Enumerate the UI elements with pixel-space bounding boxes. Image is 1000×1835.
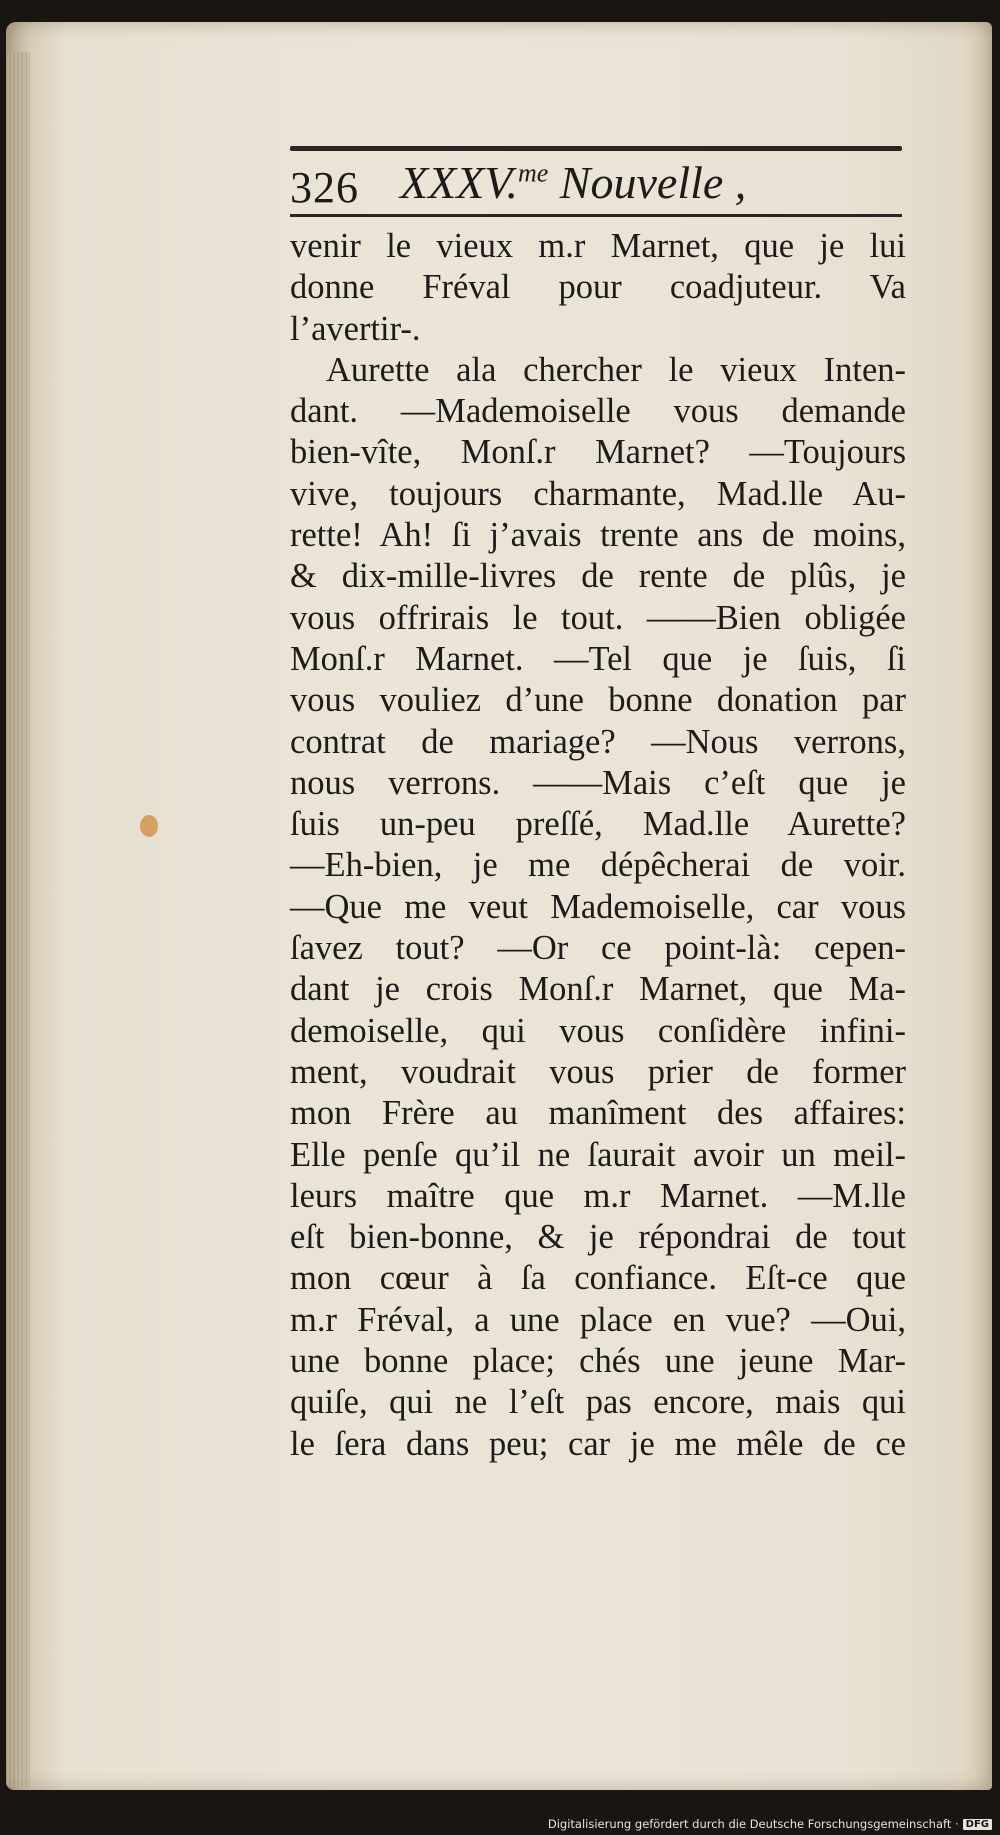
text-line: donne Fréval pour coadjuteur. Va: [290, 268, 906, 307]
text-line: l’avertir-.: [290, 309, 421, 348]
text-line: contrat de mariage? —Nous verrons,: [290, 722, 906, 761]
text-line: Elle penſe qu’il ne ſaurait avoir un meil-: [290, 1135, 906, 1174]
text-line: une bonne place; chés une jeune Mar-: [290, 1342, 906, 1381]
body-text: [290, 226, 906, 1465]
digitization-footer: [548, 1817, 992, 1831]
text-line: dant. —Mademoiselle vous demande: [290, 392, 906, 431]
header-bottom-rule: [290, 214, 902, 217]
text-line: mon cœur à ſa confiance. Eſt-ce que: [290, 1259, 906, 1298]
footer-credit: Digitalisierung gefördert durch die Deutsche Forschungsgemeinschaft ·: [547, 1817, 959, 1831]
text-line: ſuis un-peu preſſé, Mad.lle Aurette?: [290, 805, 906, 844]
text-line: le ſera dans peu; car je me mêle de ce: [290, 1424, 906, 1463]
running-title-main: XXXV.: [400, 157, 518, 208]
text-line: vous vouliez d’une bonne donation par: [290, 681, 906, 720]
page-number: 326: [290, 163, 359, 212]
running-title: [400, 156, 746, 209]
text-line: venir le vieux m.r Marnet, que je lui: [290, 227, 906, 265]
text-line: vive, toujours charmante, Mad.lle Au-: [290, 474, 906, 513]
text-line: Monſ.r Marnet. —Tel que je ſuis, ſi: [290, 639, 906, 678]
text-line: demoiselle, qui vous conſidère infini-: [290, 1011, 906, 1050]
text-line: nous verrons. ——Mais c’eſt que je: [290, 763, 906, 802]
text-line: Aurette ala chercher le vieux Inten-: [326, 350, 906, 389]
running-title-rest: Nouvelle ,: [548, 157, 747, 208]
header-top-rule: [290, 146, 902, 151]
dfg-logo: DFG: [963, 1819, 992, 1830]
text-line: eſt bien-bonne, & je répondrai de tout: [290, 1218, 906, 1257]
page-edge-shadow: [6, 52, 30, 1787]
text-line: —Que me veut Mademoiselle, car vous: [290, 887, 906, 926]
text-line: & dix-mille-livres de rente de plûs, je: [290, 557, 906, 596]
text-line: ſavez tout? —Or ce point-là: cepen-: [290, 929, 906, 968]
text-line: —Eh-bien, je me dépêcherai de voir.: [290, 846, 906, 885]
text-line: m.r Fréval, a une place en vue? —Oui,: [290, 1300, 906, 1339]
text-line: bien-vîte, Monſ.r Marnet? —Toujours: [290, 433, 906, 472]
paper-stain: [140, 815, 158, 837]
text-line: mon Frère au manîment des affaires:: [290, 1094, 906, 1133]
text-line: ment, voudrait vous prier de former: [290, 1052, 906, 1091]
running-title-superscript: me: [517, 158, 549, 188]
text-line: rette! Ah! ſi j’avais trente ans de moins,: [290, 516, 906, 555]
text-line: leurs maître que m.r Marnet. —M.lle: [290, 1176, 906, 1215]
text-line: dant je crois Monſ.r Marnet, que Ma-: [290, 970, 906, 1009]
text-line: vous offrirais le tout. ——Bien obligée: [290, 598, 906, 637]
running-header: [290, 156, 912, 220]
text-line: quiſe, qui ne l’eſt pas encore, mais qui: [290, 1383, 906, 1422]
